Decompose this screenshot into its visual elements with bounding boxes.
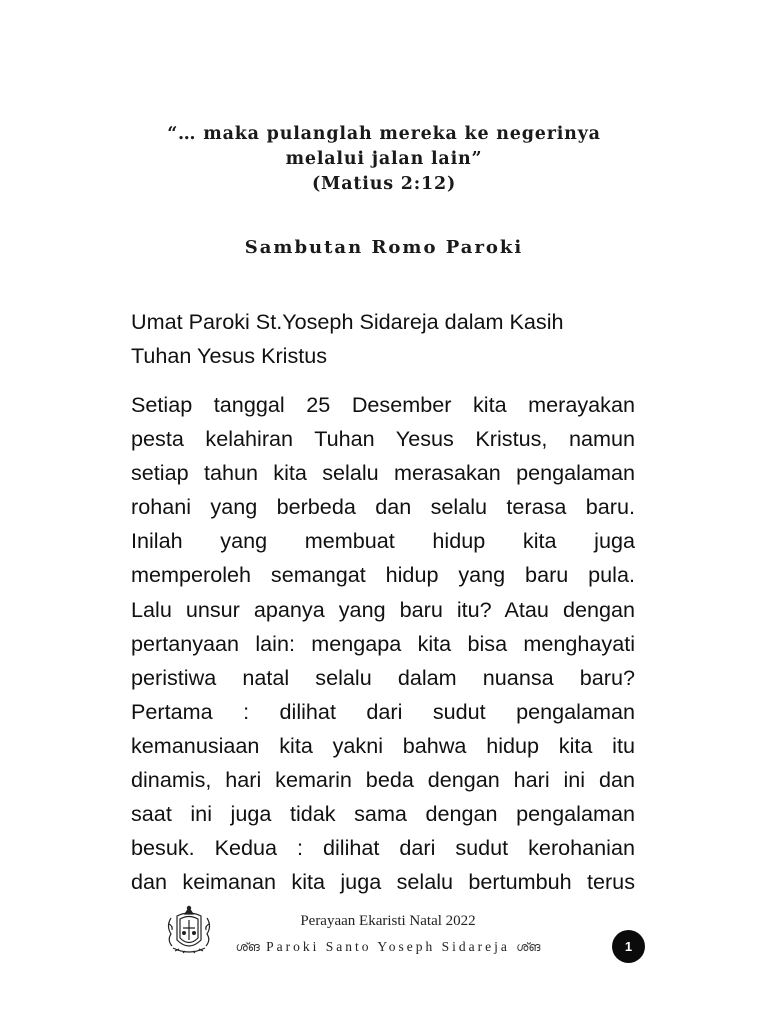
paragraph-line: memperoleh semangat hidup yang baru pula.	[131, 562, 635, 588]
paragraph-line: dinamis, hari kemarin beda dengan hari ini dan	[131, 767, 635, 793]
scripture-quote	[0, 122, 768, 197]
footer-subtitle: Paroki Santo Yoseph Sidareja	[266, 939, 510, 954]
section-heading: Sambutan Romo Paroki	[244, 237, 524, 258]
footer-subtitle-row	[223, 939, 553, 955]
paragraph-line: rohani yang berbeda dan selalu terasa baru.	[131, 494, 635, 520]
paragraph-line: besuk. Kedua : dilihat dari sudut kerohanian	[131, 835, 635, 861]
paragraph-line: Setiap tanggal 25 Desember kita merayakan	[131, 392, 635, 417]
paragraph-line: saat ini juga tidak sama dengan pengalaman	[131, 801, 635, 827]
paragraph-line: Pertama : dilihat dari sudut pengalaman	[131, 698, 635, 724]
footer-ornament-right: ശ്ങ	[516, 940, 541, 954]
paragraph-line: Lalu unsur apanya yang baru itu? Atau dengan	[131, 596, 635, 622]
paragraph-line: peristiwa natal selalu dalam nuansa baru?	[131, 664, 635, 690]
paragraph-line: kemanusiaan kita yakni bahwa hidup kita itu	[131, 732, 635, 758]
greeting	[131, 305, 635, 373]
parish-emblem-icon	[163, 904, 215, 956]
paragraph-line: pertanyaan lain: mengapa kita bisa menghayati	[131, 630, 635, 656]
footer-title: Perayaan Ekaristi Natal 2022	[300, 913, 476, 929]
paragraph-line: setiap tahun kita selalu merasakan pengalaman	[131, 460, 635, 486]
paragraph-line: dan keimanan kita juga selalu bertumbuh terus	[131, 869, 635, 895]
greeting-line-1: Umat Paroki St.Yoseph Sidareja dalam Kasih	[131, 309, 564, 334]
page-number: 1	[612, 930, 645, 963]
quote-line-2: melalui jalan lain”	[285, 149, 483, 169]
quote-reference: (Matius 2:12)	[311, 174, 457, 194]
quote-line-1: “… maka pulanglah mereka ke negerinya	[167, 124, 601, 144]
paragraph-line: Inilah yang membuat hidup kita juga	[131, 528, 635, 554]
paragraph-line: pesta kelahiran Tuhan Yesus Kristus, namun	[131, 426, 635, 452]
footer-ornament-left: ശ്ങ	[235, 940, 260, 954]
greeting-line-2: Tuhan Yesus Kristus	[131, 343, 328, 368]
body-paragraph	[131, 388, 635, 899]
